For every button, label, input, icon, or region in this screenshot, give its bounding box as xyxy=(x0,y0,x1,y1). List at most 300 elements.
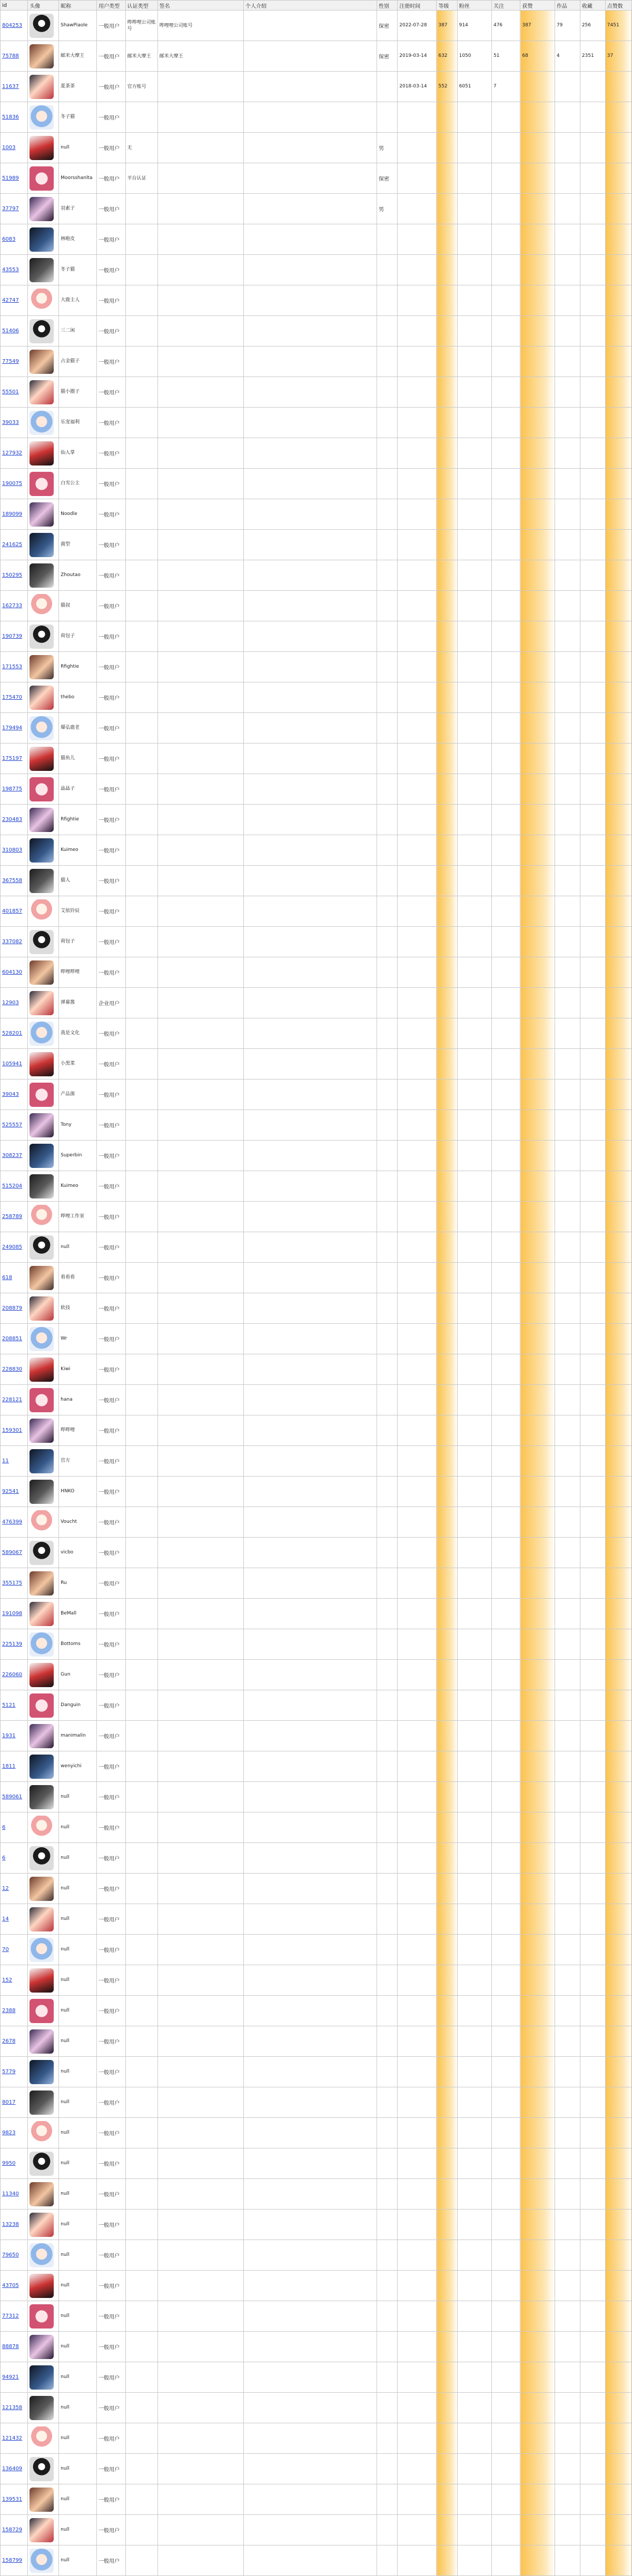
avatar[interactable] xyxy=(29,1663,54,1687)
avatar[interactable] xyxy=(29,1602,54,1626)
table-row[interactable] xyxy=(1,1996,632,2026)
table-row[interactable] xyxy=(1,1690,632,1721)
cell-id[interactable]: 11 xyxy=(1,1446,28,1477)
cell-c3 xyxy=(491,1965,520,1996)
cell-id[interactable]: 55501 xyxy=(1,377,28,408)
avatar[interactable] xyxy=(29,1419,54,1443)
cell-id[interactable]: 6083 xyxy=(1,224,28,255)
cell-c3 xyxy=(491,530,520,560)
cell-c3 xyxy=(491,591,520,621)
table-row[interactable] xyxy=(1,1935,632,1965)
cell-id[interactable]: 1003 xyxy=(1,133,28,163)
table-row[interactable] xyxy=(1,896,632,927)
avatar[interactable] xyxy=(29,2274,54,2298)
table-row[interactable] xyxy=(1,1018,632,1049)
avatar[interactable] xyxy=(29,258,54,282)
avatar[interactable] xyxy=(29,747,54,771)
table-row[interactable] xyxy=(1,1507,632,1538)
table-row[interactable] xyxy=(1,988,632,1018)
avatar[interactable] xyxy=(29,2152,54,2176)
avatar[interactable] xyxy=(29,136,54,160)
cell-id[interactable]: 12 xyxy=(1,1874,28,1904)
table-row[interactable] xyxy=(1,1354,632,1385)
cell-sig xyxy=(157,1049,244,1079)
avatar[interactable] xyxy=(29,1358,54,1382)
table-row[interactable] xyxy=(1,2271,632,2301)
table-row[interactable] xyxy=(1,2057,632,2087)
cell-id[interactable]: 158729 xyxy=(1,2515,28,2545)
avatar[interactable] xyxy=(29,1968,54,1993)
avatar[interactable] xyxy=(29,2090,54,2115)
avatar[interactable] xyxy=(29,1877,54,1901)
table-row[interactable] xyxy=(1,560,632,591)
cell-id[interactable]: 2678 xyxy=(1,2026,28,2057)
column-header[interactable]: 性别 xyxy=(377,1,398,11)
cell-id[interactable]: 6 xyxy=(1,1812,28,1843)
avatar[interactable] xyxy=(29,1724,54,1748)
avatar[interactable] xyxy=(29,441,54,465)
avatar[interactable] xyxy=(29,1022,54,1046)
table-row[interactable] xyxy=(1,2362,632,2393)
cell-id[interactable]: 355175 xyxy=(1,1568,28,1599)
avatar[interactable] xyxy=(29,472,54,496)
cell-id[interactable]: 175197 xyxy=(1,744,28,774)
cell-id[interactable]: 1811 xyxy=(1,1751,28,1782)
avatar[interactable] xyxy=(29,1816,54,1840)
table-row[interactable] xyxy=(1,469,632,499)
cell-sig xyxy=(157,2545,244,2576)
table-row[interactable] xyxy=(1,2545,632,2576)
table-row[interactable] xyxy=(1,2026,632,2057)
cell-id[interactable]: 515204 xyxy=(1,1171,28,1202)
cell-id[interactable]: 121432 xyxy=(1,2423,28,2454)
cell-gender xyxy=(377,682,398,713)
avatar[interactable] xyxy=(29,1755,54,1779)
table-row[interactable] xyxy=(1,1110,632,1141)
table-row[interactable] xyxy=(1,1141,632,1171)
avatar[interactable] xyxy=(29,197,54,221)
cell-id[interactable]: 105941 xyxy=(1,1049,28,1079)
table-row[interactable] xyxy=(1,682,632,713)
cell-id[interactable]: 92541 xyxy=(1,1477,28,1507)
cell-id[interactable]: 589061 xyxy=(1,1782,28,1812)
cell-id[interactable]: 528201 xyxy=(1,1018,28,1049)
column-header[interactable]: 昵称 xyxy=(59,1,97,11)
table-row[interactable] xyxy=(1,1324,632,1354)
column-header[interactable]: 粉丝 xyxy=(457,1,491,11)
table-row[interactable] xyxy=(1,2240,632,2271)
cell-id[interactable]: 589067 xyxy=(1,1538,28,1568)
cell-id[interactable]: 8017 xyxy=(1,2087,28,2118)
table-row[interactable] xyxy=(1,2484,632,2515)
avatar[interactable] xyxy=(29,1510,54,1534)
avatar[interactable] xyxy=(29,2243,54,2267)
table-row[interactable] xyxy=(1,1079,632,1110)
avatar[interactable] xyxy=(29,1327,54,1351)
table-row[interactable] xyxy=(1,2332,632,2362)
table-row[interactable] xyxy=(1,1599,632,1629)
cell-date xyxy=(398,2362,437,2393)
cell-c1 xyxy=(437,1263,457,1293)
table-row[interactable] xyxy=(1,346,632,377)
table-row[interactable] xyxy=(1,713,632,744)
table-row[interactable] xyxy=(1,255,632,285)
cell-id[interactable]: 43705 xyxy=(1,2271,28,2301)
avatar[interactable] xyxy=(29,411,54,435)
cell-date xyxy=(398,1690,437,1721)
avatar[interactable] xyxy=(29,1052,54,1076)
table-row[interactable] xyxy=(1,652,632,682)
table-row[interactable] xyxy=(1,530,632,560)
cell-id[interactable]: 226060 xyxy=(1,1660,28,1690)
avatar[interactable] xyxy=(29,1846,54,1870)
avatar[interactable] xyxy=(29,75,54,99)
column-header[interactable]: 关注 xyxy=(491,1,520,11)
table-row[interactable] xyxy=(1,1415,632,1446)
column-header[interactable]: 收藏 xyxy=(580,1,605,11)
cell-c1 xyxy=(437,1293,457,1324)
avatar[interactable] xyxy=(29,655,54,679)
cell-id[interactable]: 2388 xyxy=(1,1996,28,2026)
cell-id[interactable]: 51836 xyxy=(1,102,28,133)
avatar[interactable] xyxy=(29,2488,54,2512)
cell-id[interactable]: 70 xyxy=(1,1935,28,1965)
table-row[interactable] xyxy=(1,1263,632,1293)
avatar[interactable] xyxy=(29,2426,54,2451)
cell-id[interactable]: 37797 xyxy=(1,194,28,224)
cell-id[interactable]: 228830 xyxy=(1,1354,28,1385)
avatar[interactable] xyxy=(29,289,54,313)
table-row[interactable] xyxy=(1,2210,632,2240)
cell-sig xyxy=(157,72,244,102)
avatar[interactable] xyxy=(29,869,54,893)
cell-id[interactable]: 94921 xyxy=(1,2362,28,2393)
avatar[interactable] xyxy=(29,808,54,832)
avatar[interactable] xyxy=(29,350,54,374)
avatar-cell xyxy=(28,1324,59,1354)
table-row[interactable] xyxy=(1,316,632,346)
table-row[interactable] xyxy=(1,744,632,774)
table-row[interactable] xyxy=(1,2087,632,2118)
column-header[interactable]: 用户类型 xyxy=(97,1,126,11)
column-header[interactable]: 认证类型 xyxy=(125,1,157,11)
avatar[interactable] xyxy=(29,1235,54,1260)
avatar[interactable] xyxy=(29,1693,54,1718)
cell-id[interactable]: 804253 xyxy=(1,11,28,41)
cell-id[interactable]: 175470 xyxy=(1,682,28,713)
cell-id[interactable]: 39043 xyxy=(1,1079,28,1110)
avatar[interactable] xyxy=(29,594,54,618)
cell-gender xyxy=(377,377,398,408)
avatar[interactable] xyxy=(29,1144,54,1168)
avatar[interactable] xyxy=(29,686,54,710)
avatar[interactable] xyxy=(29,716,54,740)
table-row[interactable] xyxy=(1,438,632,469)
cell-id[interactable]: 39033 xyxy=(1,408,28,438)
table-row[interactable] xyxy=(1,1812,632,1843)
avatar[interactable] xyxy=(29,991,54,1015)
cell-cert xyxy=(125,1141,157,1171)
cell-id[interactable]: 618 xyxy=(1,1263,28,1293)
cell-id[interactable]: 11637 xyxy=(1,72,28,102)
cell-id[interactable]: 171553 xyxy=(1,652,28,682)
cell-intro xyxy=(244,469,377,499)
avatar[interactable] xyxy=(29,2549,54,2573)
cell-id[interactable]: 51406 xyxy=(1,316,28,346)
cell-id[interactable]: 401857 xyxy=(1,896,28,927)
cell-id[interactable]: 179494 xyxy=(1,713,28,744)
table-row[interactable] xyxy=(1,2148,632,2179)
avatar-cell xyxy=(28,1049,59,1079)
table-row[interactable] xyxy=(1,2515,632,2545)
cell-id[interactable]: 1931 xyxy=(1,1721,28,1751)
cell-id[interactable]: 162733 xyxy=(1,591,28,621)
avatar[interactable] xyxy=(29,2335,54,2359)
cell-id[interactable]: 258789 xyxy=(1,1202,28,1232)
avatar[interactable] xyxy=(29,1174,54,1198)
avatar[interactable] xyxy=(29,960,54,985)
avatar[interactable] xyxy=(29,1266,54,1290)
avatar[interactable] xyxy=(29,2121,54,2145)
cell-id[interactable]: 230483 xyxy=(1,805,28,835)
table-row[interactable] xyxy=(1,805,632,835)
avatar[interactable] xyxy=(29,2029,54,2054)
avatar[interactable] xyxy=(29,502,54,527)
table-row[interactable] xyxy=(1,2118,632,2148)
column-header[interactable]: 注册时间 xyxy=(398,1,437,11)
avatar[interactable] xyxy=(29,1205,54,1229)
cell-id[interactable]: 13238 xyxy=(1,2210,28,2240)
avatar[interactable] xyxy=(29,899,54,924)
column-header[interactable]: 获赞 xyxy=(520,1,555,11)
avatar[interactable] xyxy=(29,838,54,863)
table-row[interactable] xyxy=(1,1751,632,1782)
table-row[interactable] xyxy=(1,2393,632,2423)
table-row[interactable] xyxy=(1,1477,632,1507)
table-row[interactable] xyxy=(1,1446,632,1477)
cell-c2: 1050 xyxy=(457,41,491,72)
cell-c2 xyxy=(457,805,491,835)
cell-id[interactable]: 9823 xyxy=(1,2118,28,2148)
cell-id[interactable]: 12903 xyxy=(1,988,28,1018)
avatar[interactable] xyxy=(29,1907,54,1931)
avatar[interactable] xyxy=(29,44,54,68)
avatar[interactable] xyxy=(29,2060,54,2084)
cell-sig xyxy=(157,1904,244,1935)
table-row[interactable] xyxy=(1,1904,632,1935)
cell-id[interactable]: 42747 xyxy=(1,285,28,316)
table-row[interactable] xyxy=(1,2423,632,2454)
table-row[interactable] xyxy=(1,102,632,133)
cell-nick: Gun xyxy=(59,1660,97,1690)
cell-id[interactable]: 79650 xyxy=(1,2240,28,2271)
table-row[interactable] xyxy=(1,2454,632,2484)
column-header[interactable]: 签名 xyxy=(157,1,244,11)
cell-cert xyxy=(125,2179,157,2210)
cell-id[interactable]: 136409 xyxy=(1,2454,28,2484)
table-row[interactable] xyxy=(1,163,632,194)
table-row[interactable] xyxy=(1,1843,632,1874)
table-row[interactable] xyxy=(1,1782,632,1812)
avatar[interactable] xyxy=(29,1632,54,1657)
table-row[interactable] xyxy=(1,957,632,988)
table-row[interactable] xyxy=(1,1202,632,1232)
cell-id[interactable]: 139531 xyxy=(1,2484,28,2515)
avatar[interactable] xyxy=(29,1113,54,1137)
cell-cert xyxy=(125,713,157,744)
cell-id[interactable]: 150295 xyxy=(1,560,28,591)
cell-cert xyxy=(125,1202,157,1232)
cell-id[interactable]: 208879 xyxy=(1,1293,28,1324)
table-row[interactable] xyxy=(1,1721,632,1751)
cell-id[interactable]: 6 xyxy=(1,1843,28,1874)
cell-id[interactable]: 159301 xyxy=(1,1415,28,1446)
table-row[interactable] xyxy=(1,1629,632,1660)
cell-id[interactable]: 189099 xyxy=(1,499,28,530)
cell-id[interactable]: 158799 xyxy=(1,2545,28,2576)
column-header[interactable]: 个人介绍 xyxy=(244,1,377,11)
table-row[interactable] xyxy=(1,1538,632,1568)
table-row[interactable] xyxy=(1,194,632,224)
cell-id[interactable]: 367558 xyxy=(1,866,28,896)
table-row[interactable] xyxy=(1,835,632,866)
table-row[interactable] xyxy=(1,1293,632,1324)
cell-id[interactable]: 5779 xyxy=(1,2057,28,2087)
cell-id[interactable]: 152 xyxy=(1,1965,28,1996)
cell-id[interactable]: 190075 xyxy=(1,469,28,499)
cell-nick: 邮米大摩王 xyxy=(59,41,97,72)
avatar[interactable] xyxy=(29,625,54,649)
cell-id[interactable]: 9950 xyxy=(1,2148,28,2179)
table-row[interactable] xyxy=(1,1232,632,1263)
cell-id[interactable]: 191098 xyxy=(1,1599,28,1629)
avatar[interactable] xyxy=(29,930,54,954)
cell-c4 xyxy=(520,2545,555,2576)
avatar[interactable] xyxy=(29,563,54,588)
avatar[interactable] xyxy=(29,2304,54,2329)
avatar[interactable] xyxy=(29,1296,54,1321)
table-row[interactable] xyxy=(1,285,632,316)
cell-id[interactable]: 604130 xyxy=(1,957,28,988)
avatar[interactable] xyxy=(29,533,54,557)
avatar[interactable] xyxy=(29,380,54,404)
avatar[interactable] xyxy=(29,319,54,343)
column-header[interactable]: 等级 xyxy=(437,1,457,11)
cell-id[interactable]: 43553 xyxy=(1,255,28,285)
column-header[interactable]: 点赞数 xyxy=(605,1,631,11)
column-header[interactable]: 作品 xyxy=(555,1,580,11)
avatar[interactable] xyxy=(29,1785,54,1809)
table-row[interactable] xyxy=(1,1568,632,1599)
avatar[interactable] xyxy=(29,1999,54,2023)
cell-c1 xyxy=(437,1079,457,1110)
table-row[interactable] xyxy=(1,2179,632,2210)
avatar[interactable] xyxy=(29,2457,54,2481)
avatar[interactable] xyxy=(29,105,54,130)
cell-id[interactable]: 476399 xyxy=(1,1507,28,1538)
avatar[interactable] xyxy=(29,1938,54,1962)
cell-id[interactable]: 249085 xyxy=(1,1232,28,1263)
cell-id[interactable]: 5121 xyxy=(1,1690,28,1721)
cell-c7: 7451 xyxy=(605,11,631,41)
table-row[interactable] xyxy=(1,72,632,102)
cell-id[interactable]: 225139 xyxy=(1,1629,28,1660)
avatar[interactable] xyxy=(29,777,54,801)
cell-date xyxy=(398,774,437,805)
cell-id[interactable]: 308237 xyxy=(1,1141,28,1171)
table-row[interactable] xyxy=(1,2301,632,2332)
cell-id[interactable]: 121358 xyxy=(1,2393,28,2423)
table-row[interactable] xyxy=(1,774,632,805)
avatar[interactable] xyxy=(29,2182,54,2206)
table-row[interactable] xyxy=(1,1965,632,1996)
avatar[interactable] xyxy=(29,2396,54,2420)
cell-id[interactable]: 77312 xyxy=(1,2301,28,2332)
avatar[interactable] xyxy=(29,227,54,252)
table-row[interactable] xyxy=(1,41,632,72)
cell-c6 xyxy=(580,224,605,255)
table-row[interactable] xyxy=(1,499,632,530)
cell-sig xyxy=(157,2484,244,2515)
table-row[interactable] xyxy=(1,621,632,652)
cell-id[interactable]: 127932 xyxy=(1,438,28,469)
avatar[interactable] xyxy=(29,1541,54,1565)
cell-id[interactable]: 337082 xyxy=(1,927,28,957)
column-header[interactable]: id xyxy=(1,1,28,11)
avatar[interactable] xyxy=(29,166,54,191)
table-row[interactable] xyxy=(1,1874,632,1904)
avatar[interactable] xyxy=(29,2213,54,2237)
table-row[interactable] xyxy=(1,1049,632,1079)
table-row[interactable] xyxy=(1,1385,632,1415)
column-header[interactable]: 头像 xyxy=(28,1,59,11)
table-row[interactable] xyxy=(1,408,632,438)
cell-id[interactable]: 198775 xyxy=(1,774,28,805)
table-row[interactable] xyxy=(1,1660,632,1690)
table-row[interactable] xyxy=(1,377,632,408)
cell-id[interactable]: 241625 xyxy=(1,530,28,560)
table-row[interactable] xyxy=(1,11,632,41)
cell-gender xyxy=(377,1568,398,1599)
cell-id[interactable]: 77549 xyxy=(1,346,28,377)
table-row[interactable] xyxy=(1,591,632,621)
cell-id[interactable]: 310803 xyxy=(1,835,28,866)
table-row[interactable] xyxy=(1,224,632,255)
avatar[interactable] xyxy=(29,2365,54,2390)
cell-id[interactable]: 75788 xyxy=(1,41,28,72)
avatar[interactable] xyxy=(29,1480,54,1504)
cell-id[interactable]: 208851 xyxy=(1,1324,28,1354)
cell-id[interactable]: 14 xyxy=(1,1904,28,1935)
table-row[interactable] xyxy=(1,1171,632,1202)
avatar[interactable] xyxy=(29,14,54,38)
avatar[interactable] xyxy=(29,2518,54,2542)
table-row[interactable] xyxy=(1,927,632,957)
cell-id[interactable]: 88878 xyxy=(1,2332,28,2362)
avatar[interactable] xyxy=(29,1449,54,1473)
avatar[interactable] xyxy=(29,1083,54,1107)
cell-id[interactable]: 51989 xyxy=(1,163,28,194)
table-row[interactable] xyxy=(1,866,632,896)
cell-id[interactable]: 525557 xyxy=(1,1110,28,1141)
cell-id[interactable]: 11340 xyxy=(1,2179,28,2210)
table-row[interactable] xyxy=(1,133,632,163)
cell-id[interactable]: 228121 xyxy=(1,1385,28,1415)
cell-c1 xyxy=(437,2454,457,2484)
avatar[interactable] xyxy=(29,1571,54,1596)
avatar[interactable] xyxy=(29,1388,54,1412)
cell-id[interactable]: 190739 xyxy=(1,621,28,652)
